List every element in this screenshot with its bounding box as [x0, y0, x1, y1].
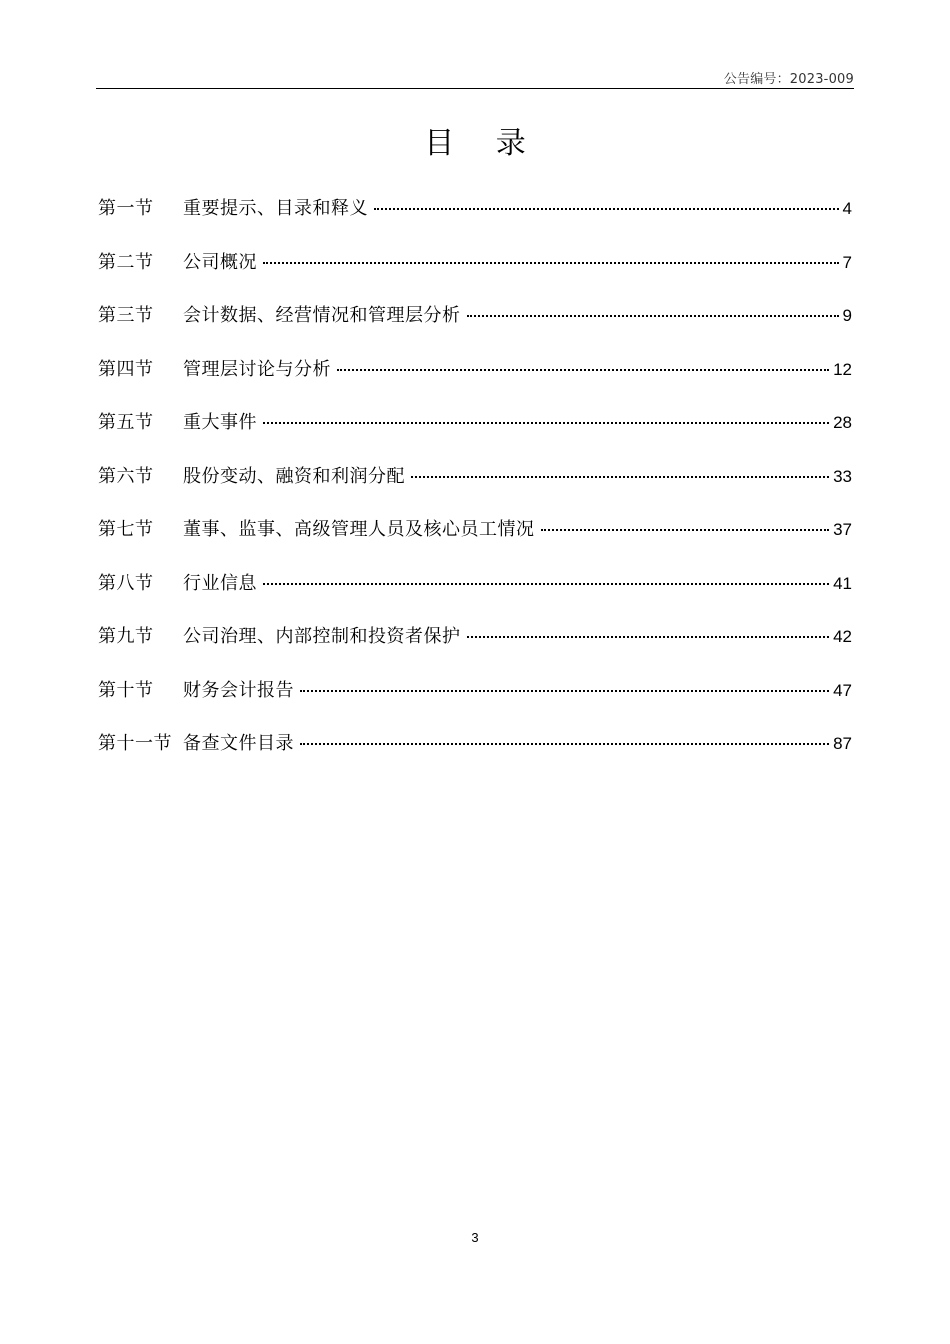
toc-dot-leader — [411, 476, 829, 478]
header-divider — [96, 88, 854, 89]
toc-dot-leader — [300, 690, 829, 692]
toc-dot-leader — [263, 422, 829, 424]
toc-section-title: 重要提示、目录和释义 — [183, 198, 368, 219]
toc-dot-leader — [467, 315, 839, 317]
toc-section-number: 第八节 — [98, 572, 154, 594]
toc-entry-11[interactable] — [98, 729, 852, 783]
page-number: 3 — [471, 1230, 479, 1245]
toc-entry-2[interactable] — [98, 248, 852, 302]
toc-section-title: 管理层讨论与分析 — [183, 358, 331, 380]
announcement-number: 公告编号：2023-009 — [723, 72, 854, 87]
toc-title: 目 录 — [424, 126, 542, 161]
toc-section-number: 第七节 — [98, 519, 154, 540]
toc-section-number: 第三节 — [98, 305, 154, 326]
toc-section-title: 董事、监事、高级管理人员及核心员工情况 — [183, 519, 535, 540]
toc-entry-8[interactable] — [98, 569, 852, 623]
toc-section-number: 第六节 — [98, 465, 154, 487]
toc-page-number: 7 — [842, 252, 852, 272]
toc-page-number: 12 — [833, 359, 852, 379]
toc-section-title: 财务会计报告 — [183, 679, 294, 701]
toc-entry-4[interactable] — [98, 355, 852, 409]
toc-section-number: 第十节 — [98, 679, 154, 701]
toc-section-title: 会计数据、经营情况和管理层分析 — [183, 305, 461, 326]
toc-entry-10[interactable] — [98, 676, 852, 730]
toc-entry-6[interactable] — [98, 462, 852, 516]
toc-section-number: 第十一节 — [98, 733, 172, 754]
toc-dot-leader — [300, 743, 829, 745]
toc-section-number: 第一节 — [98, 198, 154, 219]
toc-entry-5[interactable] — [98, 408, 852, 462]
toc-section-number: 第二节 — [98, 251, 154, 273]
toc-dot-leader — [467, 636, 830, 638]
toc-entry-7[interactable] — [98, 515, 852, 569]
toc-section-title: 股份变动、融资和利润分配 — [183, 465, 405, 487]
toc-page-number: 33 — [833, 466, 852, 486]
toc-section-number: 第九节 — [98, 626, 154, 647]
toc-section-title: 重大事件 — [183, 412, 257, 433]
toc-entry-9[interactable] — [98, 622, 852, 676]
toc-list — [98, 194, 852, 783]
toc-page-number: 4 — [842, 199, 852, 218]
toc-section-number: 第五节 — [98, 412, 154, 433]
toc-page-number: 47 — [833, 680, 852, 700]
toc-page-number: 9 — [842, 306, 852, 325]
toc-section-number: 第四节 — [98, 358, 154, 380]
toc-page-number: 41 — [833, 573, 852, 593]
toc-dot-leader — [541, 529, 830, 531]
toc-section-title: 公司概况 — [183, 251, 257, 273]
toc-section-title: 公司治理、内部控制和投资者保护 — [183, 626, 461, 647]
toc-dot-leader — [337, 369, 829, 371]
toc-entry-1[interactable] — [98, 194, 852, 248]
toc-dot-leader — [374, 208, 839, 210]
toc-section-title: 备查文件目录 — [183, 733, 294, 754]
toc-page-number: 37 — [833, 520, 852, 539]
toc-entry-3[interactable] — [98, 301, 852, 355]
toc-page-number: 87 — [833, 734, 852, 753]
toc-dot-leader — [263, 262, 839, 264]
toc-dot-leader — [263, 583, 829, 585]
toc-page-number: 28 — [833, 413, 852, 432]
toc-page-number: 42 — [833, 627, 852, 646]
toc-section-title: 行业信息 — [183, 572, 257, 594]
